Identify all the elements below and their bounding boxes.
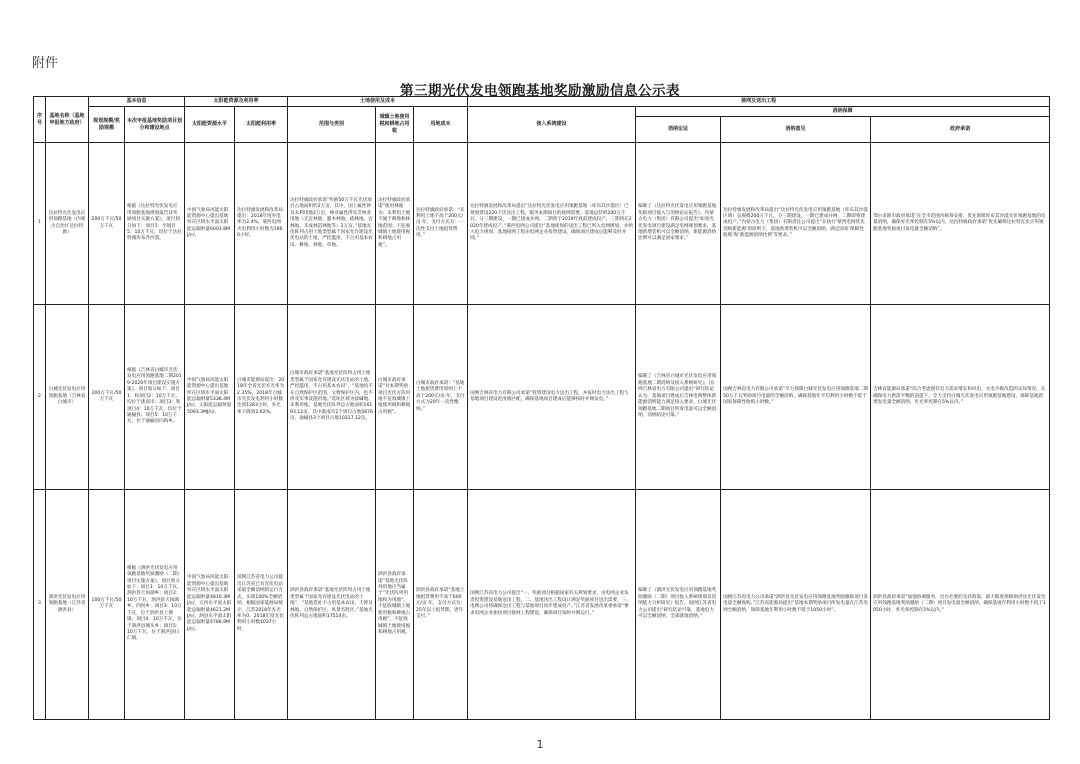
- header-base-name: 基地名称（基地申报地方政府）: [46, 97, 89, 143]
- cell-solar-level: 中国气象局风能太阳能资源中心提出基地所在区域水平面太阳能总辐射量6003.8MJ/㎡。: [185, 143, 235, 305]
- cell-scope: 白城市政府承诺“基地光伏阵列占用土地类型属于国家允许建设光伏电站的土地，严控滥用，不占用基本农田”，“基地均不在自然保护区范围、文物保护区内，也不涉及军事设施用地。”选址区域为盐碱地、未利用地。基地光伏阵列总占地面积16193.12亩，其中洮南市2个项目占地5876亩、通榆县3个项目占地10317.12亩。: [288, 305, 376, 489]
- cell-seq: 2: [34, 305, 46, 489]
- header-group-consumption: 消纳保障: [636, 107, 1050, 117]
- cell-area: 根据《达拉特光伏发电应用领跑基地规划报告及奖励项目实施方案》，项目划分如下：项目1：至项目5：10万千瓦，均位于达拉特旗库布齐沙漠。: [125, 143, 185, 305]
- header-group-basic: 基本信息: [89, 97, 185, 107]
- cell-land-cost: 达拉特旗政府承诺：“未利用土地不高于200元/亩·年，支付方式为：一次性支付土地租赁费用。”: [414, 143, 468, 305]
- cell-scope: 泗洪县政府承诺“基地光伏阵列占用土地类型属于国家允许建设光伏电站的土地”，“基地选址不占用基本农田，不涉及林地、自然保护区、风景名胜区。”基地光伏阵列总占地面积17514亩。: [288, 489, 376, 719]
- cell-land-policy: 达拉特旗政府承诺“使用林地为：未利用土地不属于耕地和林地范围；不征收城镇土地使用税和耕地占用税”。: [376, 143, 414, 305]
- cell-scale: 200万千瓦/50万千瓦: [89, 305, 125, 489]
- cell-consumption-proof: 编制了《泗洪光伏发电应用领跑基地奖励激励（二期）项目接入系统规划及消纳能力分析研究》报告。国网江苏省电力公司提出“研究结论可靠，基地电力可以全额消纳，全部就地消纳。”: [636, 489, 721, 719]
- header-group-land: 土地使用及成本: [288, 97, 468, 107]
- cell-gov-commitment: 吉林省能源局承诺“综合考虑现有电力需求增长和风电、火电升级改造的实际情况，在确保电力供需平衡的前提下，全力支持白城光伏发电应用领跑基地建设，保障基地新增发电量全额消纳，弃光率控制在5%以内。”: [871, 305, 1050, 489]
- header-scope: 范围与类别: [288, 107, 376, 143]
- header-area: 本次申报基地奖励项目划分和建设地点: [125, 107, 185, 143]
- header-consumption-opinion: 消纳意见: [721, 117, 871, 143]
- cell-consumption-opinion: 国网吉林省电力有限公司承诺“尽力保障白城光伏发电应用领跑基地二期50万千瓦奖励项目电量的全额消纳，确保基地年平均利用小时数不低于国家保障性收购小时数。”: [721, 305, 871, 489]
- cell-land-cost: 泗洪县政府承诺“基地土地租赁费用不高于600元/亩·年，支付方式为：25年以上租赁期，逐年支付。”: [414, 489, 468, 719]
- cell-scale: 200万千瓦/50万千瓦: [89, 143, 125, 305]
- cell-base-name: 泗洪光伏发电应用领跑基地（江苏省泗洪县）: [46, 489, 89, 719]
- cell-grid: 国网吉林省电力有限公司承诺“投资建设电力送出工程，并按时电力送出工程与基地项目建设进度相匹配，确保基地项目建成后能够按时并网发电。”: [468, 305, 636, 489]
- header-group-solar: 太阳能资源及利用率: [185, 97, 288, 107]
- cell-base-name: 白城光伏发电应用领跑基地（吉林省白城市）: [46, 305, 89, 489]
- cell-gov-commitment: 鄂尔多斯市政府承诺“在全市范围内统筹安排，优先保障库布其沙漠光伏领跑基地的电量消纳，确保弃光率控制在5%以内，达拉特旗政府承诺“优先确保达拉特光伏应用领跑基地奖励项目发电量全额消纳”。: [871, 143, 1050, 305]
- header-seq: 序号: [34, 97, 46, 143]
- cell-consumption-proof: 编制了《达拉特光伏发电应用领跑基地奖励项目接入与消纳论证报告》。内蒙古电力（集团）有限公司提出“如果光伏发电项目建设满足电网规划要求，基地新增装机可以全额消纳，新能源消纳比例可以满足国家要求。”: [636, 143, 721, 305]
- cell-land-policy: 白城市政府承诺“对本期奖励项目光伏方阵用地不征收城镇土地使用税和耕地占用税”。: [376, 305, 414, 489]
- cell-land-cost: 白城市政府承诺：“基地土地租赁费用原则上不高于200元/亩·年，支付方式为20年一次性缴纳。”: [414, 305, 468, 489]
- cell-consumption-proof: 编制了《吉林省白城市光伏发电应用领跑基地二期消纳及接入系统研究》。国网吉林省电力有限公司提出“研究结论认为，基地项目建成后吉林电网整体新能源消纳能力满足接入要求，白城光伏领跑基地二期项目所发电量可以全额消纳，消纳结论可靠。”: [636, 305, 721, 489]
- cell-utilization: 达拉特旗发展和改革局提出：2018年度弃电率为2.4%，蒙西电网火电利用小时数为1860小时。: [235, 143, 288, 305]
- cell-consumption-opinion: 国网江苏省电力公司承诺“泗洪县光伏发电应用领跑基地奖励激励项目发电量全额收购。”江苏省能源局提出“基地本期奖励项目所发电量在江苏电网全额消纳，保障基地年利用小时数不低于1050小时”。: [721, 489, 871, 719]
- cell-scale: 100万千瓦/50万千瓦: [89, 489, 125, 719]
- header-utilization: 太阳能利用率: [235, 107, 288, 143]
- cell-grid: 国网江苏省电力公司提出“一、奖励项目根据国家有关规划要求，由电网企业负责投资建设基地送出工程，二、基地送出工程设计满足奖励项目送出需要，三、电网公司将确保送出工程与基地项目同步建成投产。”江苏省发展改革委承诺“要求电网企业加快项目接网工程建设，确保项目按时并网运行。”: [468, 489, 636, 719]
- incentive-info-table: [33, 96, 1050, 720]
- table-row: [34, 489, 1050, 719]
- header-scale: 规划规模/奖励规模: [89, 107, 125, 143]
- cell-grid: 达拉特旗发展和改革局提出“达拉特光伏发电应用领跑基地（库布其沙漠区）已规划建设220千伏送出工程，服务本期项目的接网需要。基地总装机200万千瓦，分三期建设，一期已建成并网，二期将于2019年底前建成投产，三期将在2020年建成投产。”蒙西电网公司提出“基地规划的送出工程已列入电网规划，并纳入电力规划；基地接网工程由电网企业投资建设，确保项目建成后能够及时并网。”: [468, 143, 636, 305]
- header-group-grid: 接网及送出工程: [468, 97, 1050, 107]
- cell-utilization: 国网江苏省电力公司提出江苏省已有光伏电站采取全额消纳的运行方式，实现100%全额消纳。根据国家能源局统计，江苏2018年弃光率为0，2018年度光伏利用小时数1037小时。: [235, 489, 288, 719]
- cell-solar-level: 中国气象局风能太阳能资源中心提出基地所在区域水平面太阳能总辐射量5338.4MJ/㎡，太阳能总辐射量5093.3MJ/㎡。: [185, 305, 235, 489]
- header-solar-level: 太阳能资源水平: [185, 107, 235, 143]
- cell-seq: 3: [34, 489, 46, 719]
- cell-solar-level: 中国气象局风能太阳能资源中心提出基地所在区域水平面太阳能总辐射量4810.3MJ/㎡，五河水平面太阳能总辐射量4621.2MJ/㎡，泗县水平面太阳能总辐射量4786.9MJ/㎡。: [185, 489, 235, 719]
- header-land-policy: 城镇土地使用税和耕地占用税: [376, 107, 414, 143]
- cell-area: 根据《吉林省白城市光伏发电应用领跑基地二期2019-2020年项目建设实施方案》，项目划分如下：项目1：和项目2：10万千瓦，均位于洮南市；项目3：和项目4：10万千瓦，均位于通榆县；项目5：10万千瓦，位于通榆县向海乡。: [125, 305, 185, 489]
- cell-area: 根据《泗洪光伏发电应用领跑基地奖励激励（二期）项目实施方案》，项目划分如下：项目1：10万千瓦，泗洪县天岗湖乡；项目2：10万千瓦，泗洪县天岗湖乡、四河乡；项目3：10万千瓦，位于泗洪县上塘镇；项目4：10万千瓦，位于泗洪县城头乡；项目5：10万千瓦，位于泗洪县归仁镇。: [125, 489, 185, 719]
- header-consumption-proof: 消纳论证: [636, 117, 721, 143]
- header-land-cost: 用地成本: [414, 107, 468, 143]
- cell-land-policy: 泗洪县政府承诺“基地光伏阵列用地应当属于“光伏阵列用地和为用地”，不征收城镇土地使用税和耕地占用税”，不征收城镇土地使用税和耕地占用税。: [376, 489, 414, 719]
- page-number: 1: [536, 738, 544, 751]
- cell-utilization: 白城市能源局提出：2018年全省光伏弃光率为2.35%，2018年白城市光伏发电利用小时数达到1283小时，弃光率下降到2.62%。: [235, 305, 288, 489]
- cell-gov-commitment: 泗洪县政府承诺“加强协调服务，出台必要的支持政策，最大限度保障泗洪县光伏发电应用领跑基地奖励激励（二期）项目发电量全额消纳，确保基地年利用小时数不低于1050小时，弃光率控制在5%以内。”: [871, 489, 1050, 719]
- cell-scope: 达拉特旗政府承诺“奖励50万千瓦光伏项目占地面积约2万亩，其中，国土属性涉及未利用地2万亩，林业属性涉及非林业用地（无宜林地、灌木林地、疏林地、宜林地、未成林造林地等）2万亩。”基地光伏阵列占用土地类型属于国家允许建设光伏电站的土地，严控滥用，不占用基本农田、耕地、林地、草地。: [288, 143, 376, 305]
- header-grid: 接入系统建设: [468, 107, 636, 143]
- table-row: [34, 305, 1050, 489]
- cell-consumption-opinion: 达拉特旗发展和改革局提出“达拉特光伏发电应用领跑基地（库布其沙漠区域）总规模200万千瓦，分三期建设，一期已建成并网，二期即将建成投产。”内蒙古电力（集团）有限责任公司提出“在执行‘蒙西电网优先消纳新能源’的原则下，基地新增装机可以全额消纳，满足国家‘保障性收购’和‘新能源消纳比例’等要求。”: [721, 143, 871, 305]
- attachment-label: 附件: [32, 56, 59, 71]
- document-title: 第三期光伏发电领跑基地奖励激励信息公示表: [400, 83, 680, 99]
- cell-base-name: 达拉特光伏发电应用领跑基地（内蒙古自治区达拉特旗）: [46, 143, 89, 305]
- header-gov-commitment: 政府承诺: [871, 117, 1050, 143]
- cell-seq: 1: [34, 143, 46, 305]
- table-row: [34, 143, 1050, 305]
